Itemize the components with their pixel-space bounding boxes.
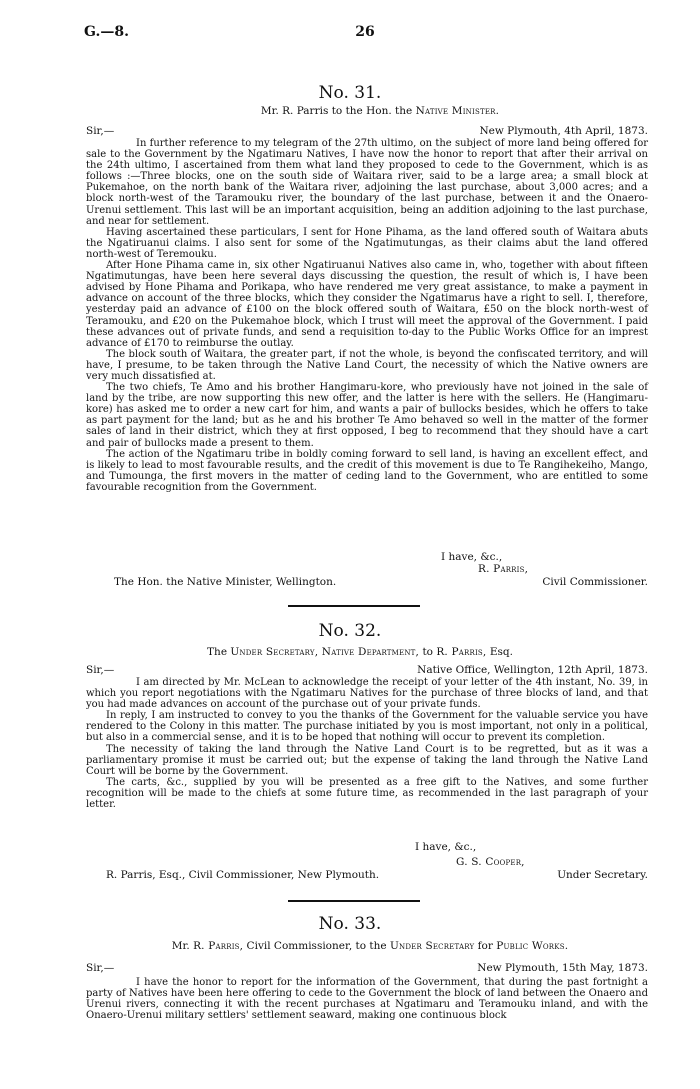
section-divider — [288, 900, 420, 902]
paragraph: The necessity of taking the land through the Native Land Court is to be regretted, but as it was a parliamentary promise it must be carried out; but the expense of taking the land through the Native Land Court will be borne by the Government. — [86, 743, 648, 777]
paragraph: The carts, &c., supplied by you will be presented as a free gift to the Natives, and some further recognition will be made to the chiefs at some future time, as recommended in the last paragraph of your letter. — [86, 776, 648, 811]
place-date: Native Office, Wellington, 12th April, 1873. — [417, 664, 648, 676]
page-number: 26 — [355, 24, 375, 40]
place-date: New Plymouth, 15th May, 1873. — [477, 962, 648, 974]
sender-suffix: Civil Commissioner, to the — [246, 940, 387, 952]
paragraph: The block south of Waitara, the greater part, if not the whole, is beyond the confiscated territory, and will have, I presume, to be taken through the Native Land Court, the necessity of which the Native owners are very much dissatisfied at. — [86, 348, 648, 382]
letter-sender: Under Secretary, Native Department, — [230, 646, 420, 658]
recipient-prefix: to the Hon. the — [331, 105, 413, 117]
letter-sender: Mr. R. Parris — [260, 105, 329, 117]
sender-prefix: Mr. — [171, 940, 190, 952]
letter-number: No. 33. — [318, 914, 382, 934]
signer-title: Civil Commissioner. — [542, 576, 648, 588]
salutation: Sir,— — [86, 125, 115, 137]
signer-name: G. S. Cooper, — [456, 856, 525, 868]
letter-subtitle — [100, 940, 640, 953]
letter-number: No. 31. — [318, 83, 382, 103]
signer-name: R. Parris, — [478, 563, 529, 575]
letter-recipient: R. Parris, — [436, 646, 487, 658]
paragraph: The two chiefs, Te Amo and his brother Hangimaru-kore, who previously have not joined in the sale of land by the tribe, are now supporting this new offer, and the latter is here with the sellers. He (Hangimaru-kore) has asked me to order a new cart for him, and wants a pair of bullocks besides, which he offers to take as part payment for the land; but as he and his brother Te Amo behaved so well in the matter of the former sales of land in their district, which they at first opposed, I beg to recommend that they should have a cart and pair of bullocks made a present to them. — [86, 382, 648, 449]
place-date: New Plymouth, 4th April, 1873. — [479, 125, 648, 137]
recipient-prefix: to — [422, 646, 433, 658]
letter-subtitle — [120, 105, 640, 118]
paragraph: I have the honor to report for the information of the Government, that during the past fortnight a party of Natives have been here offering to cede to the Government the block of land between the Onaero and Urenui rivers, connecting it with the recent purchases at Ngatimaru and Teramouku inland, and with the Onaero-Urenui military settlers' settlement seaward, making one continuous block — [86, 977, 648, 1022]
closing: I have, &c., — [441, 551, 503, 563]
document-reference: G.—8. — [84, 24, 129, 40]
letter-subtitle — [100, 646, 620, 659]
recipient-suffix: Esq. — [489, 646, 513, 658]
paragraph: In reply, I am instructed to convey to you the thanks of the Government for the valuable service you have rendered to the Colony in this matter. The purchase initiated by you is most important, not only in a political, but also in a commercial sense, and it is to be hoped that nothing will occur to prevent its completion. — [86, 710, 648, 744]
section-divider — [288, 605, 420, 607]
sender-prefix: The — [207, 646, 228, 658]
closing: I have, &c., — [415, 841, 477, 853]
letter-body — [86, 977, 648, 1021]
paragraph: The action of the Ngatimaru tribe in boldly coming forward to sell land, is having an excellent effect, and is likely to lead to most favourable results, and the credit of this movement is due to Te Rangihekeiho, Mango, and Tumounga, the first movers in the matter of ceding land to the Government, who are entitled to some favourable recognition from the Government. — [86, 448, 648, 493]
addressee: R. Parris, Esq., Civil Commissioner, New Plymouth. — [106, 869, 380, 881]
letter-sender: R. Parris, — [193, 940, 244, 952]
signer-title: Under Secretary. — [557, 869, 648, 881]
paragraph: I am directed by Mr. McLean to acknowledge the receipt of your letter of the 4th instant, No. 39, in which you report negotiations with the Ngatimaru Natives for the purchase of three blocks of land, and that you had made advances on account of the purchase out of your private funds. — [86, 677, 648, 711]
salutation: Sir,— — [86, 664, 115, 676]
paragraph: In further reference to my telegram of the 27th ultimo, on the subject of more land being offered for sale to the Government by the Ngatimaru Natives, I have now the honor to report that after their arrival on the 24th ultimo, I ascertained from them what land they proposed to cede to the Government, which is as follows :—Three blocks, one on the south side of Waitara river, said to be a large area; a small block at Pukemahoe, on the north bank of the Waitara river, adjoining the last purchase, about 3,000 acres; and a block north-west of the Taramouku river, the boundary of the last purchase, between it and the Onaero-Urenui settlement. This last will be an important acquisition, being an addition adjoining to the last purchase, and near for settlement. — [86, 138, 648, 227]
page-header — [84, 24, 646, 44]
letter-body — [86, 677, 648, 810]
letter-number: No. 32. — [318, 621, 382, 641]
recipient-suffix: for — [477, 940, 493, 952]
letter-recipient: Under Secretary — [389, 940, 475, 952]
recipient-department: Public Works. — [496, 940, 569, 952]
letter-recipient: Native Minister. — [415, 105, 500, 117]
letter-body — [86, 138, 648, 493]
paragraph: Having ascertained these particulars, I sent for Hone Pihama, as the land offered south of Waitara abuts the Ngatiruanui claims. I also sent for some of the Ngatimutungas, as their claims abut the land offered north-west of Teremouku. — [86, 226, 648, 260]
paragraph: After Hone Pihama came in, six other Ngatiruanui Natives also came in, who, together with about fifteen Ngatimutungas, have been here several days discussing the question, the result of which is, I have been advised by Hone Pihama and Porikapa, who have rendered me very great assistance, to make a payment in advance on account of the three blocks, which they consider the Ngatimarus have a right to sell. I, therefore, yesterday paid an advance of £100 on the block offered south of Waitara, £50 on the block north-west of Teramouku, and £20 on the Pukemahoe block, which I trust will meet the approval of the Government. I paid these advances out of private funds, and send a requisition to-day to the Public Works Office for an imprest advance of £170 to reimburse the outlay. — [86, 260, 648, 349]
addressee: The Hon. the Native Minister, Wellington. — [114, 576, 337, 588]
salutation: Sir,— — [86, 962, 115, 974]
